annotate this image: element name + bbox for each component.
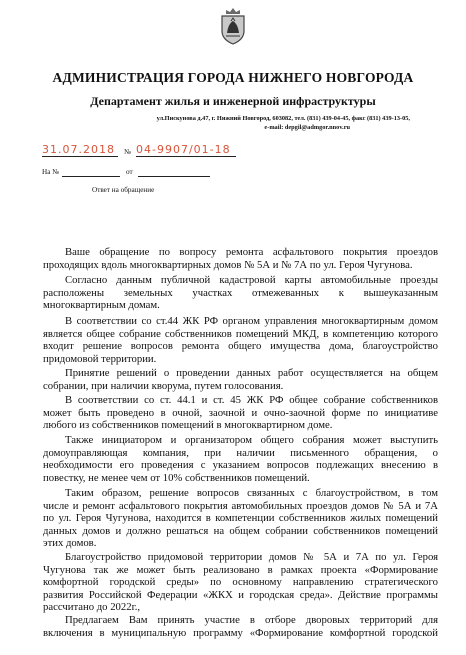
- text-line: Принятие решений о проведении данных работ осуществляется на общем: [65, 367, 438, 379]
- text-line: Ваше обращение по вопросу ремонта асфальтового покрытия проездов: [65, 246, 438, 258]
- text-line: рассчитано до 2022г.,: [43, 601, 141, 614]
- text-line: необходимости его проведения с указанием вопросов подлежащих внесению в: [43, 459, 438, 472]
- paragraph-3: [43, 315, 438, 365]
- handwritten-number: 04-9907/01-18: [136, 143, 231, 156]
- text-line: В соответствии со ст. 44.1 и ст. 45 ЖК РФ общее собрание собственников: [65, 394, 438, 406]
- email-line: e-mail: depgil@admgor.nnov.ru: [264, 123, 350, 131]
- text-line: Предлагаем Вам принять участие в отборе дворовых территорий для: [65, 614, 438, 626]
- paragraph-7: [43, 487, 438, 550]
- number-field: [136, 140, 236, 157]
- paragraph-5: [43, 394, 438, 432]
- text-line: может быть проведено в очной, заочной и очно-заочной форме по инициативе: [43, 406, 438, 419]
- paragraph-4: [43, 367, 438, 392]
- text-line: повестку, не менее чем от 10% собственников помещений.: [43, 471, 310, 484]
- text-line: Также инициатором и организатором общего собрания может выступить: [65, 434, 438, 446]
- text-line: включения в муниципальную программу «Формирование комфортной городской: [43, 626, 438, 639]
- text-line: расположены земельных участках отмежеванных к вышеуказанным: [43, 286, 438, 299]
- text-line: Таким образом, решение вопросов связанных с благоустройством, в том: [65, 487, 438, 499]
- text-line: любого из собственников помещений в многоквартирном доме.: [43, 419, 333, 432]
- on-number-label: На №: [42, 168, 60, 176]
- address-line: ул.Пискунова д.47, г. Нижний Новгород, 603082, тел. (831) 439-04-45, факс (831) 439-13-05,: [156, 115, 410, 122]
- coat-of-arms-icon: [218, 7, 248, 45]
- paragraph-8: [43, 551, 438, 614]
- date-field: [42, 140, 118, 157]
- text-line: Благоустройство придомовой территории домов № 5А и 7А по ул. Героя: [65, 551, 438, 563]
- text-line: многоквартирным домам.: [43, 299, 160, 312]
- text-line: собрании, при наличии кворума, путем голосования.: [43, 379, 284, 392]
- text-line: Чугунова так же может быть реализовано в рамках проекта «Формирование: [43, 563, 438, 576]
- text-line: проходящих вдоль многоквартирных домов № 5А и № 7А по ул. Героя Чугунова.: [43, 258, 413, 271]
- paragraph-9: [43, 614, 438, 639]
- paragraph-2: [43, 274, 438, 312]
- text-line: комфортной городской среды» по основному направлению стратегического: [43, 576, 438, 589]
- text-line: числе и ремонт асфальтового покрытия автомобильных проездов домов № 5А и 7А: [43, 499, 438, 512]
- on-number-line: [62, 167, 120, 177]
- text-line: этих домов.: [43, 537, 97, 550]
- text-line: входит решение вопросов ремонта общего имущества дома, благоустройство: [43, 340, 438, 353]
- text-line: по ул. Героя Чугунова, находится в компетенции собственников жилых помещений: [43, 512, 438, 525]
- text-line: придомовой территории.: [43, 352, 157, 365]
- paragraph-1: [43, 246, 438, 271]
- handwritten-date: 31.07.2018: [42, 143, 115, 156]
- number-label: №: [124, 148, 131, 156]
- text-line: данных домов и должно решаться на общем собрании собственников помещений: [43, 524, 438, 537]
- text-line: домоуправляющая компания, при наличии письменного обращения, о: [43, 446, 438, 459]
- department-title: Департамент жилья и инженерной инфраструктуры: [90, 94, 376, 108]
- from-line: [138, 167, 210, 177]
- paragraph-6: [43, 434, 438, 484]
- from-label: от: [126, 168, 133, 176]
- address-block: [60, 115, 410, 132]
- subject-line: Ответ на обращение: [92, 186, 155, 194]
- text-line: Согласно данным публичной кадастровой карты автомобильные проезды: [65, 274, 438, 286]
- text-line: является общее собрание собственников помещений МКД, в компетенцию которого: [43, 327, 438, 340]
- text-line: развития Российской Федерации «ЖКХ и городская среда». Действие программы: [43, 588, 438, 601]
- org-title: АДМИНИСТРАЦИЯ ГОРОДА НИЖНЕГО НОВГОРОДА: [52, 70, 414, 85]
- text-line: В соответствии со ст.44 ЖК РФ органом управления многоквартирным домом: [65, 315, 438, 327]
